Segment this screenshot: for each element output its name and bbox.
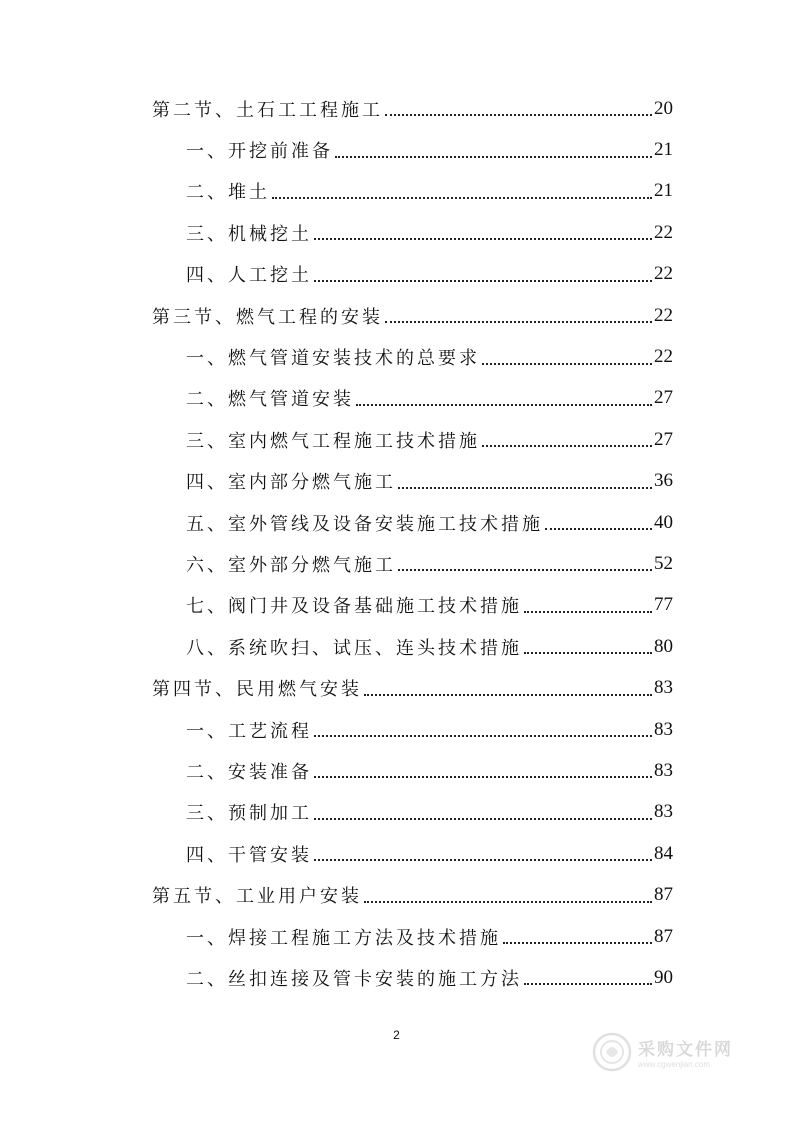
toc-subsection-entry[interactable] — [152, 543, 673, 584]
toc-dot-leader — [482, 362, 652, 365]
toc-entry-label: 五、室外管线及设备安装施工技术措施 — [186, 513, 543, 535]
toc-dot-leader — [398, 568, 652, 571]
toc-entry-label: 一、开挖前准备 — [186, 141, 333, 163]
toc-dot-leader — [385, 320, 652, 323]
toc-entry-label: 第五节、工业用户安装 — [152, 886, 362, 908]
toc-entry-label: 三、预制加工 — [186, 803, 312, 825]
toc-subsection-entry[interactable] — [152, 709, 673, 750]
toc-entry-page: 22 — [654, 221, 673, 243]
toc-subsection-entry[interactable] — [152, 129, 673, 170]
toc-dot-leader — [524, 610, 652, 613]
toc-entry-page: 90 — [654, 966, 673, 988]
toc-dot-leader — [503, 941, 652, 944]
toc-entry-label: 第四节、民用燃气安装 — [152, 679, 362, 701]
toc-entry-page: 83 — [654, 801, 673, 823]
toc-dot-leader — [524, 982, 652, 985]
toc-subsection-entry[interactable] — [152, 833, 673, 874]
toc-subsection-entry[interactable] — [152, 212, 673, 253]
toc-entry-page: 87 — [654, 925, 673, 947]
toc-entry-page: 87 — [654, 884, 673, 906]
toc-entry-label: 二、燃气管道安装 — [186, 389, 354, 411]
toc-entry-label: 第二节、土石工工程施工 — [152, 99, 383, 121]
toc-dot-leader — [524, 651, 652, 654]
toc-subsection-entry[interactable] — [152, 502, 673, 543]
toc-subsection-entry[interactable] — [152, 750, 673, 791]
toc-entry-page: 80 — [654, 635, 673, 657]
toc-dot-leader — [364, 693, 652, 696]
toc-entry-label: 二、堆土 — [186, 182, 270, 204]
toc-entry-page: 22 — [654, 304, 673, 326]
toc-subsection-entry[interactable] — [152, 916, 673, 957]
toc-entry-label: 四、室内部分燃气施工 — [186, 472, 396, 494]
toc-subsection-entry[interactable] — [152, 378, 673, 419]
watermark-url: www.cgwenjian.com — [638, 1060, 711, 1069]
toc-dot-leader — [356, 403, 652, 406]
toc-entry-page: 22 — [654, 346, 673, 368]
page-number: 2 — [393, 1028, 400, 1042]
toc-entry-label: 六、室外部分燃气施工 — [186, 554, 396, 576]
toc-entry-page: 83 — [654, 759, 673, 781]
toc-entry-label: 二、丝扣连接及管卡安装的施工方法 — [186, 968, 522, 990]
toc-dot-leader — [385, 113, 652, 116]
toc-entry-label: 一、工艺流程 — [186, 720, 312, 742]
watermark-title: 采购文件网 — [638, 1040, 733, 1060]
toc-entry-page: 40 — [654, 511, 673, 533]
toc-section-entry[interactable] — [152, 88, 673, 129]
toc-entry-label: 三、室内燃气工程施工技术措施 — [186, 430, 480, 452]
toc-entry-label: 二、安装准备 — [186, 761, 312, 783]
toc-entry-page: 84 — [654, 842, 673, 864]
toc-entry-label: 七、阀门井及设备基础施工技术措施 — [186, 596, 522, 618]
toc-entry-page: 77 — [654, 594, 673, 616]
toc-dot-leader — [314, 279, 652, 282]
toc-subsection-entry[interactable] — [152, 957, 673, 998]
toc-dot-leader — [364, 900, 652, 903]
toc-entry-page: 36 — [654, 470, 673, 492]
toc-dot-leader — [272, 196, 652, 199]
toc-dot-leader — [314, 775, 652, 778]
toc-dot-leader — [482, 444, 652, 447]
toc-section-entry[interactable] — [152, 295, 673, 336]
toc-entry-label: 一、焊接工程施工方法及技术措施 — [186, 927, 501, 949]
toc-entry-page: 52 — [654, 552, 673, 574]
toc-entry-page: 21 — [654, 180, 673, 202]
toc-entry-label: 四、人工挖土 — [186, 265, 312, 287]
toc-section-entry[interactable] — [152, 667, 673, 708]
toc-subsection-entry[interactable] — [152, 585, 673, 626]
watermark — [592, 1030, 752, 1074]
toc-subsection-entry[interactable] — [152, 254, 673, 295]
toc-entry-label: 三、机械挖土 — [186, 223, 312, 245]
toc-entry-page: 83 — [654, 718, 673, 740]
toc-dot-leader — [335, 155, 652, 158]
toc-entry-page: 83 — [654, 677, 673, 699]
toc-subsection-entry[interactable] — [152, 626, 673, 667]
toc-subsection-entry[interactable] — [152, 792, 673, 833]
toc-entry-page: 20 — [654, 97, 673, 119]
toc-dot-leader — [314, 734, 652, 737]
toc-dot-leader — [314, 817, 652, 820]
table-of-contents — [152, 88, 673, 999]
toc-dot-leader — [545, 527, 652, 530]
toc-subsection-entry[interactable] — [152, 336, 673, 377]
toc-subsection-entry[interactable] — [152, 419, 673, 460]
toc-entry-page: 22 — [654, 263, 673, 285]
toc-entry-label: 一、燃气管道安装技术的总要求 — [186, 348, 480, 370]
toc-dot-leader — [314, 237, 652, 240]
toc-entry-label: 八、系统吹扫、试压、连头技术措施 — [186, 637, 522, 659]
toc-subsection-entry[interactable] — [152, 171, 673, 212]
toc-entry-label: 第三节、燃气工程的安装 — [152, 306, 383, 328]
toc-section-entry[interactable] — [152, 874, 673, 915]
toc-entry-page: 27 — [654, 428, 673, 450]
toc-entry-label: 四、干管安装 — [186, 844, 312, 866]
toc-dot-leader — [314, 858, 652, 861]
toc-dot-leader — [398, 486, 652, 489]
toc-entry-page: 27 — [654, 387, 673, 409]
toc-subsection-entry[interactable] — [152, 461, 673, 502]
toc-entry-page: 21 — [654, 139, 673, 161]
watermark-logo-icon — [592, 1032, 632, 1072]
